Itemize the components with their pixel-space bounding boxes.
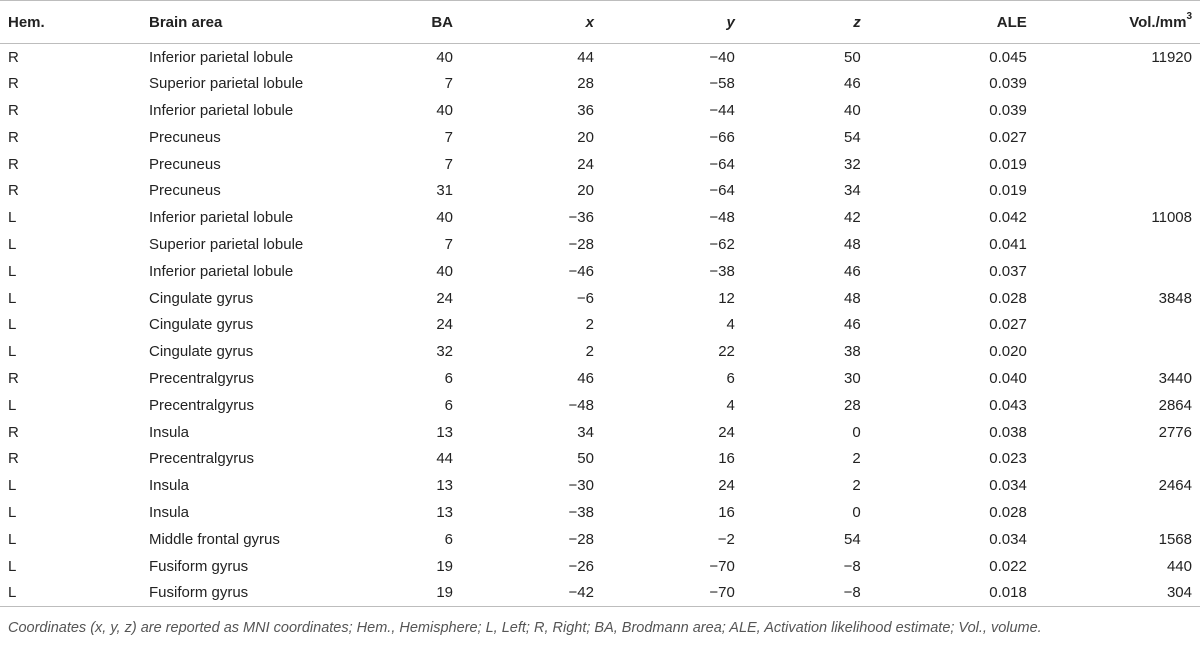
cell-hemisphere: R [8,423,19,441]
cell-brain-area: Fusiform gyrus [148,557,249,575]
cell-volume: 2464 [1158,477,1192,495]
header-ale: ALE [996,13,1027,31]
header-z: z [853,13,861,31]
cell-ale: 0.037 [989,262,1027,280]
table-row [0,44,1200,71]
table-row [0,151,1200,178]
cell-ba: 19 [436,557,453,575]
cell-hemisphere: R [8,48,19,66]
table-row [0,526,1200,553]
cell-x: 24 [577,155,594,173]
table-row [0,472,1200,499]
cell-volume [1027,151,1200,178]
table-row [0,97,1200,124]
cell-volume: 304 [1166,584,1192,602]
cell-y: −62 [709,235,735,253]
cell-volume [1027,499,1200,526]
cell-z: 48 [844,289,861,307]
cell-x: 2 [585,316,594,334]
table-row [0,258,1200,285]
cell-y: −58 [709,75,735,93]
cell-ba: 7 [444,75,453,93]
cell-brain-area: Precentralgyrus [148,396,255,414]
cell-y: 24 [718,477,735,495]
cell-z: 42 [844,209,861,227]
cell-brain-area: Precentralgyrus [148,450,255,468]
cell-x: 2 [585,343,594,361]
cell-z: −8 [843,584,861,602]
cell-brain-area: Cingulate gyrus [148,343,254,361]
cell-brain-area: Inferior parietal lobule [148,209,294,227]
cell-volume [1027,124,1200,151]
cell-z: 40 [844,101,861,119]
cell-volume: 1568 [1158,530,1192,548]
cell-z: 0 [852,423,861,441]
cell-x: 28 [577,75,594,93]
cell-ale: 0.022 [989,557,1027,575]
cell-hemisphere: R [8,369,19,387]
cell-ba: 44 [436,450,453,468]
cell-ba: 31 [436,182,453,200]
table-row [0,419,1200,446]
table-row [0,365,1200,392]
cell-volume: 2776 [1158,423,1192,441]
cell-ba: 40 [436,101,453,119]
cell-y: −64 [709,155,735,173]
cell-ba: 13 [436,503,453,521]
header-y: y [726,13,735,31]
cell-z: 2 [852,450,861,468]
header-volume-label: Vol./mm [1129,13,1187,31]
cell-volume [1027,258,1200,285]
table-footnote: Coordinates (x, y, z) are reported as MNI coordinates; Hem., Hemisphere; L, Left; R, Right; BA, Brodmann area; ALE, Activation likelihood estimate; Vol., volume. [8,619,1042,636]
cell-hemisphere: L [8,343,17,361]
cell-x: −36 [568,209,594,227]
cell-hemisphere: R [8,155,19,173]
header-hem: Hem. [8,13,45,31]
cell-ba: 7 [444,155,453,173]
cell-hemisphere: L [8,289,17,307]
cell-ale: 0.043 [989,396,1027,414]
cell-x: −26 [568,557,594,575]
cell-z: 34 [844,182,861,200]
cell-ale: 0.028 [989,503,1027,521]
cell-hemisphere: L [8,584,17,602]
cell-ale: 0.041 [989,235,1027,253]
header-row [0,1,1200,44]
cell-y: 12 [718,289,735,307]
cell-y: 22 [718,343,735,361]
cell-volume: 2864 [1158,396,1192,414]
cell-hemisphere: L [8,477,17,495]
cell-ba: 6 [444,396,453,414]
cell-x: 50 [577,450,594,468]
table-row [0,338,1200,365]
cell-ale: 0.039 [989,75,1027,93]
table-body [0,44,1200,607]
cell-z: 2 [852,477,861,495]
table-row [0,553,1200,580]
cell-x: 34 [577,423,594,441]
cell-volume [1027,311,1200,338]
table-row [0,231,1200,258]
table-row [0,311,1200,338]
cell-volume [1027,231,1200,258]
cell-y: 4 [726,316,735,334]
cell-y: −70 [709,584,735,602]
cell-ale: 0.018 [989,584,1027,602]
cell-brain-area: Precuneus [148,155,221,173]
cell-x: −38 [568,503,594,521]
cell-ale: 0.045 [989,48,1027,66]
header-ba: BA [431,13,453,31]
cell-x: −46 [568,262,594,280]
cell-brain-area: Inferior parietal lobule [148,262,294,280]
cell-ba: 24 [436,289,453,307]
cell-hemisphere: L [8,235,17,253]
cell-z: 38 [844,343,861,361]
cell-ba: 13 [436,423,453,441]
cell-z: −8 [843,557,861,575]
cell-y: −64 [709,182,735,200]
cell-y: −2 [717,530,735,548]
cell-z: 32 [844,155,861,173]
cell-x: −42 [568,584,594,602]
cell-x: 36 [577,101,594,119]
cell-hemisphere: L [8,396,17,414]
cell-volume: 440 [1166,557,1192,575]
cell-ba: 19 [436,584,453,602]
cell-hemisphere: R [8,75,19,93]
cell-ale: 0.019 [989,155,1027,173]
cell-y: −40 [709,48,735,66]
cell-hemisphere: R [8,450,19,468]
cell-ale: 0.042 [989,209,1027,227]
cell-y: −44 [709,101,735,119]
cell-brain-area: Cingulate gyrus [148,316,254,334]
cell-y: 16 [718,450,735,468]
cell-y: 24 [718,423,735,441]
cell-brain-area: Precuneus [148,182,221,200]
cell-ale: 0.019 [989,182,1027,200]
cell-y: 4 [726,396,735,414]
cell-brain-area: Cingulate gyrus [148,289,254,307]
cell-ale: 0.023 [989,450,1027,468]
cell-ba: 40 [436,48,453,66]
table-row [0,177,1200,204]
table-row [0,499,1200,526]
cell-z: 50 [844,48,861,66]
cell-brain-area: Insula [148,503,190,521]
cell-ale: 0.040 [989,369,1027,387]
table-row [0,124,1200,151]
cell-y: 16 [718,503,735,521]
table-row [0,579,1200,606]
cell-brain-area: Middle frontal gyrus [148,530,280,548]
cell-ale: 0.038 [989,423,1027,441]
cell-x: 46 [577,369,594,387]
cell-ba: 13 [436,477,453,495]
cell-z: 46 [844,316,861,334]
cell-ale: 0.039 [989,101,1027,119]
cell-hemisphere: L [8,503,17,521]
table-row [0,285,1200,312]
cell-brain-area: Inferior parietal lobule [148,101,294,119]
cell-y: −66 [709,128,735,146]
cell-y: −38 [709,262,735,280]
cell-volume [1027,70,1200,97]
cell-hemisphere: L [8,316,17,334]
cell-z: 54 [844,530,861,548]
cell-hemisphere: L [8,209,17,227]
cell-brain-area: Inferior parietal lobule [148,48,294,66]
cell-ale: 0.028 [989,289,1027,307]
cell-y: −48 [709,209,735,227]
cell-hemisphere: L [8,262,17,280]
cell-x: −30 [568,477,594,495]
table-row [0,70,1200,97]
cell-x: −6 [576,289,594,307]
cell-brain-area: Insula [148,423,190,441]
cell-volume: 3440 [1158,369,1192,387]
cell-ale: 0.020 [989,343,1027,361]
cell-z: 28 [844,396,861,414]
cell-ba: 40 [436,262,453,280]
cell-ale: 0.034 [989,530,1027,548]
cell-ba: 24 [436,316,453,334]
cell-z: 48 [844,235,861,253]
cell-ba: 6 [444,369,453,387]
cell-y: −70 [709,557,735,575]
cell-volume: 3848 [1158,289,1192,307]
cell-ale: 0.034 [989,477,1027,495]
cell-ba: 6 [444,530,453,548]
header-volume [1027,1,1200,44]
cell-hemisphere: L [8,557,17,575]
cell-brain-area: Fusiform gyrus [148,584,249,602]
cell-x: 20 [577,182,594,200]
cell-x: −28 [568,235,594,253]
cell-ale: 0.027 [989,128,1027,146]
cell-z: 46 [844,262,861,280]
table-header [0,1,1200,44]
cell-volume [1027,177,1200,204]
cell-volume: 11920 [1151,48,1192,66]
cell-ba: 7 [444,128,453,146]
cell-ba: 7 [444,235,453,253]
cell-z: 46 [844,75,861,93]
cell-ba: 40 [436,209,453,227]
cell-hemisphere: R [8,101,19,119]
cell-y: 6 [726,369,735,387]
cell-x: 20 [577,128,594,146]
cell-volume [1027,97,1200,124]
cell-brain-area: Superior parietal lobule [148,75,304,93]
cell-hemisphere: R [8,182,19,200]
cell-z: 0 [852,503,861,521]
header-volume-superscript: 3 [1186,10,1192,22]
cell-hemisphere: L [8,530,17,548]
cell-x: 44 [577,48,594,66]
cell-brain-area: Insula [148,477,190,495]
cell-x: −28 [568,530,594,548]
cell-z: 54 [844,128,861,146]
table-row [0,204,1200,231]
header-x: x [585,13,594,31]
table-row [0,445,1200,472]
cell-volume [1027,338,1200,365]
cell-brain-area: Superior parietal lobule [148,235,304,253]
cell-volume: 11008 [1151,209,1192,227]
cell-z: 30 [844,369,861,387]
cell-ale: 0.027 [989,316,1027,334]
cell-brain-area: Precentralgyrus [148,369,255,387]
cell-volume [1027,445,1200,472]
cell-brain-area: Precuneus [148,128,221,146]
cell-ba: 32 [436,343,453,361]
table-row [0,392,1200,419]
cell-x: −48 [568,396,594,414]
cell-hemisphere: R [8,128,19,146]
header-brain-area: Brain area [148,13,223,31]
